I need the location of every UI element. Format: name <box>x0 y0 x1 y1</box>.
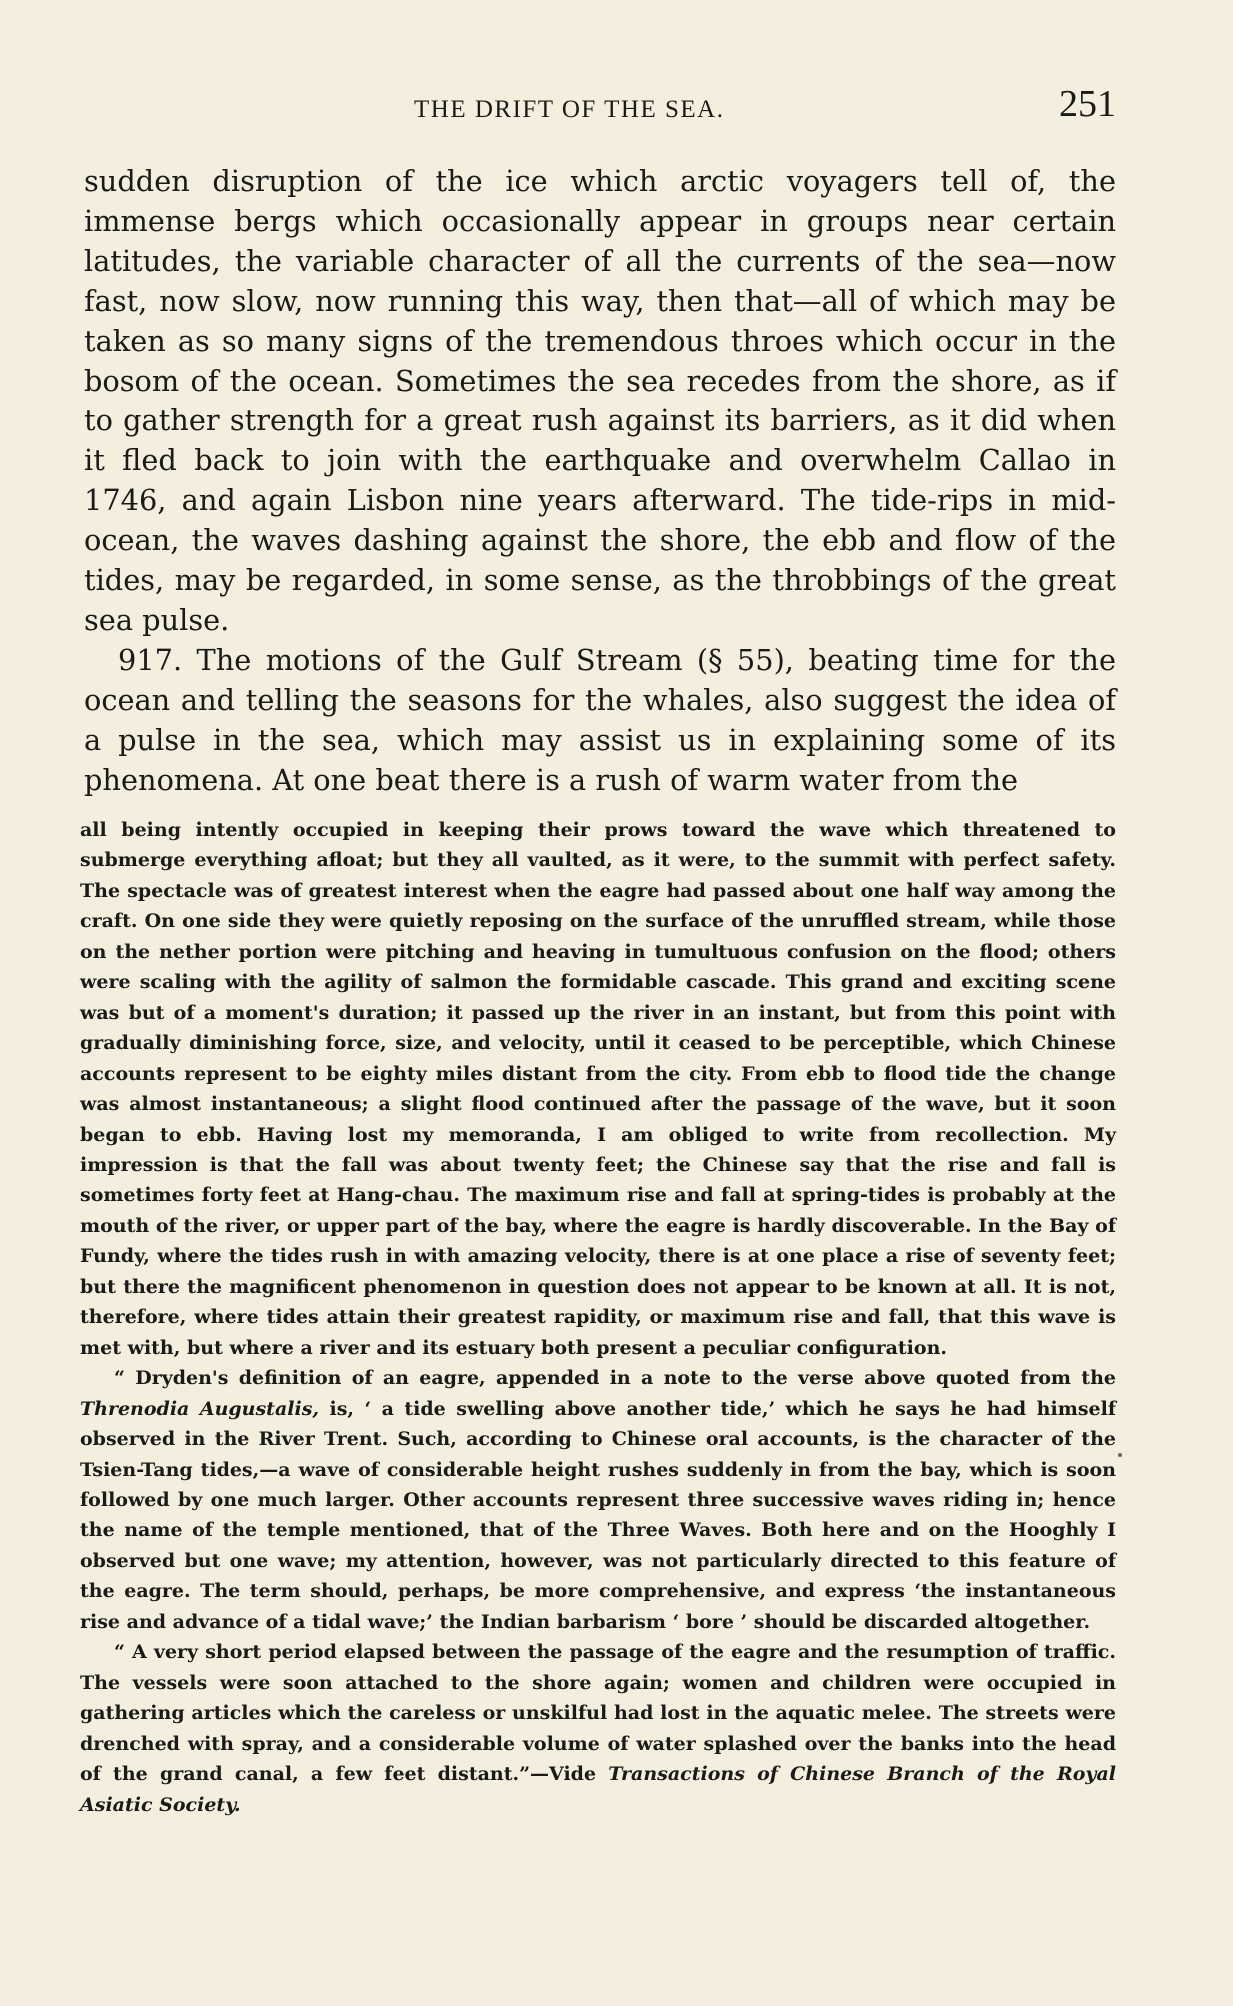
footnote-paragraph-traffic <box>80 1637 1116 1820</box>
body-paragraph-917: 917. The motions of the Gulf Stream (§ 55), beating time for the ocean and telling the seasons for the whales, also suggest the idea of a pulse in the sea, which may assist us in explaining some of its phenomena. At one beat there is a rush of warm water from the <box>84 642 1116 797</box>
footnote-citation-italic: Transactions of Chinese Branch of the Royal Asiatic Society. <box>80 1763 1116 1816</box>
footnote-title-italic: Threnodia Augustalis, <box>80 1397 320 1420</box>
body-paragraph: sudden disruption of the ice which arctic voyagers tell of, the immense bergs which occasionally appear in groups near certain latitudes, the variable character of all the currents of the sea—now fast, now slow, now running this way, then that—all of which may be taken as so many signs of the tremendous throes which occur in the bosom of the ocean. Sometimes the sea recedes from the shore, as if to gather strength for a great rush against its barriers, as it did when it fled back to join with the earthquake and overwhelm Callao in 1746, and again Lisbon nine years afterward. The tide-rips in mid-ocean, the waves dashing against the shore, the ebb and flow of the tides, may be regarded, in some sense, as the throbbings of the great sea pulse. <box>84 164 1116 637</box>
main-text <box>84 162 1116 801</box>
running-title: THE DRIFT OF THE SEA. <box>414 96 725 123</box>
footnote-paragraph: all being intently occupied in keeping their prows toward the wave which threatened to submerge everything afloat; but they all vaulted, as it were, to the summit with perfect safety. The spectacle was of greatest interest when the eagre had passed about one half way among the craft. On one side they were quietly reposing on the surface of the unruffled stream, while those on the nether portion were pitching and heaving in tumultuous confusion on the flood; others were scaling with the agility of salmon the formidable cascade. This grand and exciting scene was but of a moment's duration; it passed up the river in an instant, but from this point with gradually diminishing force, size, and velocity, until it ceased to be perceptible, which Chinese accounts represent to be eighty miles distant from the city. From ebb to flood tide the change was almost instantaneous; a slight flood continued after the passage of the wave, but it soon began to ebb. Having lost my memoranda, I am obliged to write from recollection. My impression is that the fall was about twenty feet; the Chinese say that the rise and fall is sometimes forty feet at Hang-chau. The maximum rise and fall at spring-tides is probably at the mouth of the river, or upper part of the bay, where the eagre is hardly discoverable. In the Bay of Fundy, where the tides rush in with amazing velocity, there is at one place a rise of seventy feet; but there the magnificent phenomenon in question does not appear to be known at all. It is not, therefore, where tides attain their greatest rapidity, or maximum rise and fall, that this wave is met with, but where a river and its estuary both present a peculiar configuration. <box>80 819 1116 1359</box>
page-speck <box>1118 1453 1122 1457</box>
page-header <box>84 82 1116 130</box>
footnote-text: “ Dryden's definition of an eagre, appended in a note to the verse above quoted from the <box>114 1367 1116 1390</box>
footnote <box>80 815 1116 1820</box>
footnote-text: “ A very short period elapsed between the passage of the eagre and the resumption of traffic. The vessels were soon attached to the shore again; women and children were occupied in gathering articles which the careless or unskilful had lost in the aquatic melee. The streets were drenched with spray, and a considerable volume of water splashed over the banks into the head of the grand canal, a few feet distant.”—Vide <box>80 1641 1116 1786</box>
page-number: 251 <box>1059 83 1116 125</box>
footnote-text: is, ‘ a tide swelling above another tide,’ which he says he had himself observed in the River Trent. Such, according to Chinese oral accounts, is the character of the Tsien-Tang tides,—a wave of considerable height rushes suddenly in from the bay, which is soon followed by one much larger. Other accounts represent three successive waves riding in; hence the name of the temple mentioned, that of the Three Waves. Both here and on the Hooghly I observed but one wave; my attention, however, was not particularly directed to this feature of the eagre. The term should, perhaps, be more comprehensive, and express ‘the instantaneous rise and advance of a tidal wave;’ the Indian barbarism ‘ bore ’ should be discarded altogether. <box>80 1397 1116 1633</box>
footnote-paragraph-dryden <box>80 1363 1116 1637</box>
